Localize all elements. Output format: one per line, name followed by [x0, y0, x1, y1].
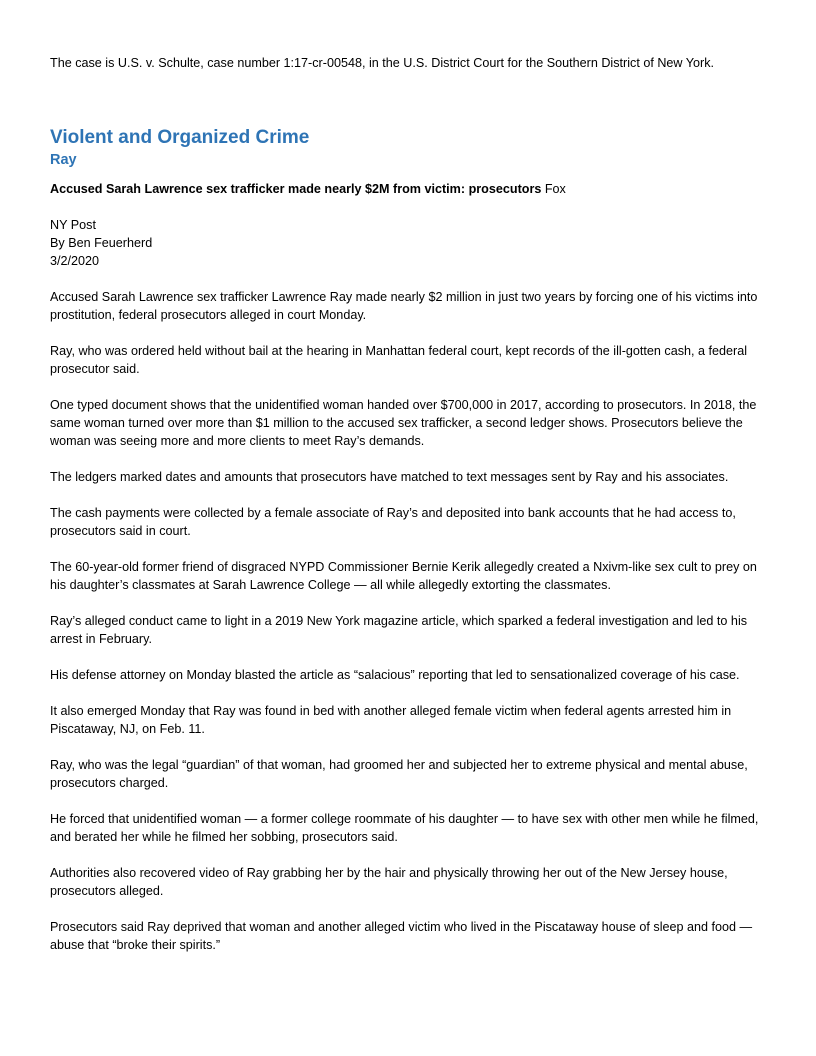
- article-paragraph: Ray, who was the legal “guardian” of that woman, had groomed her and subjected her to extreme physical and mental abuse, prosecutors charged.: [50, 758, 748, 790]
- article-paragraph: Authorities also recovered video of Ray grabbing her by the hair and physically throwing her out of the New Jersey house, prosecutors alleged.: [50, 866, 728, 898]
- article-paragraph: It also emerged Monday that Ray was found in bed with another alleged female victim when federal agents arrested him in Piscataway, NJ, on Feb. 11.: [50, 704, 732, 736]
- article-body: [50, 288, 770, 954]
- article-source: NY Post: [50, 218, 96, 232]
- article-byline: By Ben Feuerherd: [50, 236, 153, 250]
- article-paragraph: The 60-year-old former friend of disgraced NYPD Commissioner Bernie Kerik allegedly created a Nxivm-like sex cult to prey on his daughter’s classmates at Sarah Lawrence College — all while allegedly extorting the classmates.: [50, 560, 757, 592]
- article-paragraph: His defense attorney on Monday blasted the article as “salacious” reporting that led to sensationalized coverage of his case.: [50, 668, 740, 682]
- article-paragraph: Ray’s alleged conduct came to light in a 2019 New York magazine article, which sparked a federal investigation and led to his arrest in February.: [50, 614, 748, 646]
- section-title: Violent and Organized Crime: [50, 127, 310, 148]
- article-paragraph: The cash payments were collected by a female associate of Ray’s and deposited into bank accounts that he had access to, prosecutors said in court.: [50, 506, 736, 538]
- article-paragraph: Prosecutors said Ray deprived that woman and another alleged victim who lived in the Piscataway house of sleep and food — abuse that “broke their spirits.”: [50, 920, 753, 952]
- article-paragraph: The ledgers marked dates and amounts that prosecutors have matched to text messages sent by Ray and his associates.: [50, 470, 729, 484]
- article-date: 3/2/2020: [50, 254, 100, 268]
- document-page: [50, 54, 770, 972]
- subsection-title: Ray: [50, 152, 77, 168]
- article-headline: [50, 180, 770, 198]
- article-paragraph: Ray, who was ordered held without bail at the hearing in Manhattan federal court, kept records of the ill-gotten cash, a federal prosecutor said.: [50, 344, 748, 376]
- article-meta: [50, 216, 770, 270]
- article-paragraph: He forced that unidentified woman — a former college roommate of his daughter — to have sex with other men while he filmed, and berated her while he filmed her sobbing, prosecutors said.: [50, 812, 759, 844]
- headline-suffix: Fox: [541, 182, 566, 196]
- article-paragraph: Accused Sarah Lawrence sex trafficker Lawrence Ray made nearly $2 million in just two years by forcing one of his victims into prostitution, federal prosecutors alleged in court Monday.: [50, 290, 758, 322]
- intro-paragraph: The case is U.S. v. Schulte, case number 1:17-cr-00548, in the U.S. District Court for the Southern District of New York.: [50, 56, 715, 70]
- headline-text: Accused Sarah Lawrence sex trafficker made nearly $2M from victim: prosecutors: [50, 182, 542, 196]
- article-paragraph: One typed document shows that the unidentified woman handed over $700,000 in 2017, according to prosecutors. In 2018, the same woman turned over more than $1 million to the accused sex trafficker, a second ledger shows. Prosecutors believe the woman was seeing more and more clients to meet Ray’s demands.: [50, 398, 757, 448]
